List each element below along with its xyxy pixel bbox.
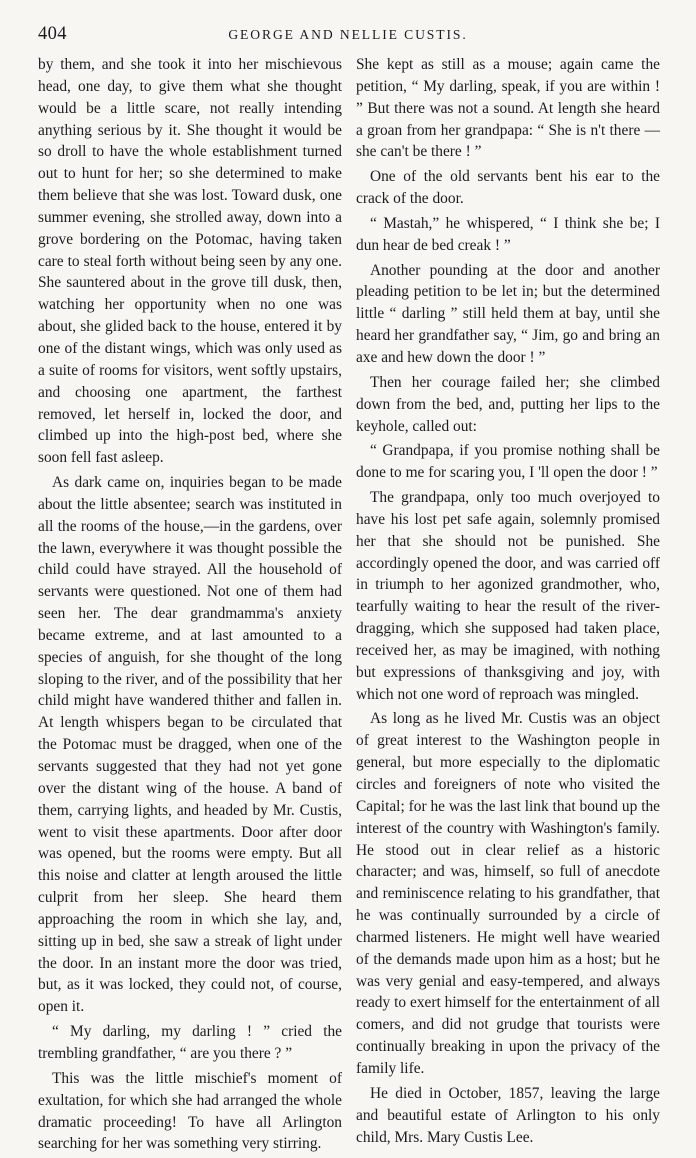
page-header [38, 24, 658, 50]
paragraph: Another pounding at the door and another pleading petition to be let in; but the determined little “ darling ” still held them at bay, until she heard her grandfather say, “ Jim, go and bring an axe and hew down the door ! ” [356, 261, 660, 366]
paragraph: She kept as still as a mouse; again came the petition, “ My darling, speak, if you are within ! ” But there was not a sound. At length she heard a groan from her grandpapa: “ She is n't there — she can't be there ! ” [356, 56, 660, 161]
paragraph: Then her courage failed her; she climbed down from the bed, and, putting her lips to the keyhole, called out: [356, 373, 660, 435]
paragraph: The grandpapa, only too much overjoyed to have his lost pet safe again, solemnly promised her that she should not be punished. She accordingly opened the door, and was carried off in triumph to her agonized grandmother, who, tearfully waiting to hear the result of the river-dragging, which she supposed had taken place, received her, as may be imagined, with nothing but expressions of thanksgiving and joy, with which not one word of reproach was mingled. [356, 489, 660, 703]
paragraph: As dark came on, inquiries began to be made about the little absentee; search was instituted in all the rooms of the house,—in the gardens, over the lawn, everywhere it was thought possible the child could have strayed. All the household of servants were questioned. Not one of them had seen her. The dear grandmamma's anxiety became extreme, and at last amounted to a species of anguish, for she thought of the long sloping to the river, and of the possibility that her child might have wandered thither and fallen in. At length whispers began to be circulated that the Potomac must be dragged, when one of the servants suggested that they had not yet gone over the distant wing of the house. A band of them, carrying lights, and headed by Mr. Custis, went to visit these apartments. Door after door was opened, but the rooms were empty. But all this noise and clatter at length aroused the little culprit from her sleep. She heard them approaching the room in which she lay, and, sitting up in bed, she saw a streak of light under the door. In an instant more the door was tried, but, as it was locked, they could not, of course, open it. [38, 474, 342, 1016]
paragraph: “ My darling, my darling ! ” cried the trembling grandfather, “ are you there ? ” [38, 1023, 342, 1062]
paragraph: As long as he lived Mr. Custis was an object of great interest to the Washington people in general, but more especially to the diplomatic circles and foreigners of note who visited the Capital; for he was the last link that bound up the interest of the country with Washington's family. He stood out in clear relief as a historic character; and was, himself, so full of anecdote and reminiscence relating to his grandfather, that he was continually surrounded by a circle of charmed listeners. He might well have wearied of the demands made upon him as a host; but he was very genial and easy-tempered, and always ready to exert himself for the entertainment of all comers, and did not grudge that tourists were continually breaking in upon the privacy of the family life. [356, 710, 660, 1077]
left-column [38, 54, 342, 1158]
paragraph: He died in October, 1857, leaving the large and beautiful estate of Arlington to his only child, Mrs. Mary Custis Lee. [356, 1084, 660, 1146]
page-number: 404 [38, 24, 67, 44]
paragraph: “ Grandpapa, if you promise nothing shall be done to me for scaring you, I 'll open the door ! ” [356, 442, 660, 482]
paragraph: by them, and she took it into her mischievous head, one day, to give them what she thought would be a little scare, not really intending anything serious by it. She thought it would be so droll to have the whole establishment turned out to hunt for her; so she determined to make them believe that she was lost. Toward dusk, one summer evening, she strolled away, down into a grove bordering on the Potomac, having taken care to steal forth without being seen by any one. She sauntered about in the grove till dusk, then, watching her opportunity when no one was about, she glided back to the house, entered it by one of the distant wings, which was only used as a suite of rooms for visitors, went softly upstairs, and choosing one apartment, the farthest removed, let herself in, locked the door, and climbed up into the high-post bed, where she soon fell fast asleep. [38, 56, 342, 467]
right-column [356, 54, 660, 1151]
running-title: GEORGE AND NELLIE CUSTIS. [228, 27, 468, 42]
paragraph: One of the old servants bent his ear to the crack of the door. [356, 168, 660, 208]
paragraph: “ Mastah,” he whispered, “ I think she be; I dun hear de bed creak ! ” [356, 214, 660, 254]
paragraph: This was the little mischief's moment of exultation, for which she had arranged the whole dramatic proceeding! To have all Arlington searching for her was something very stirring. [38, 1069, 342, 1153]
